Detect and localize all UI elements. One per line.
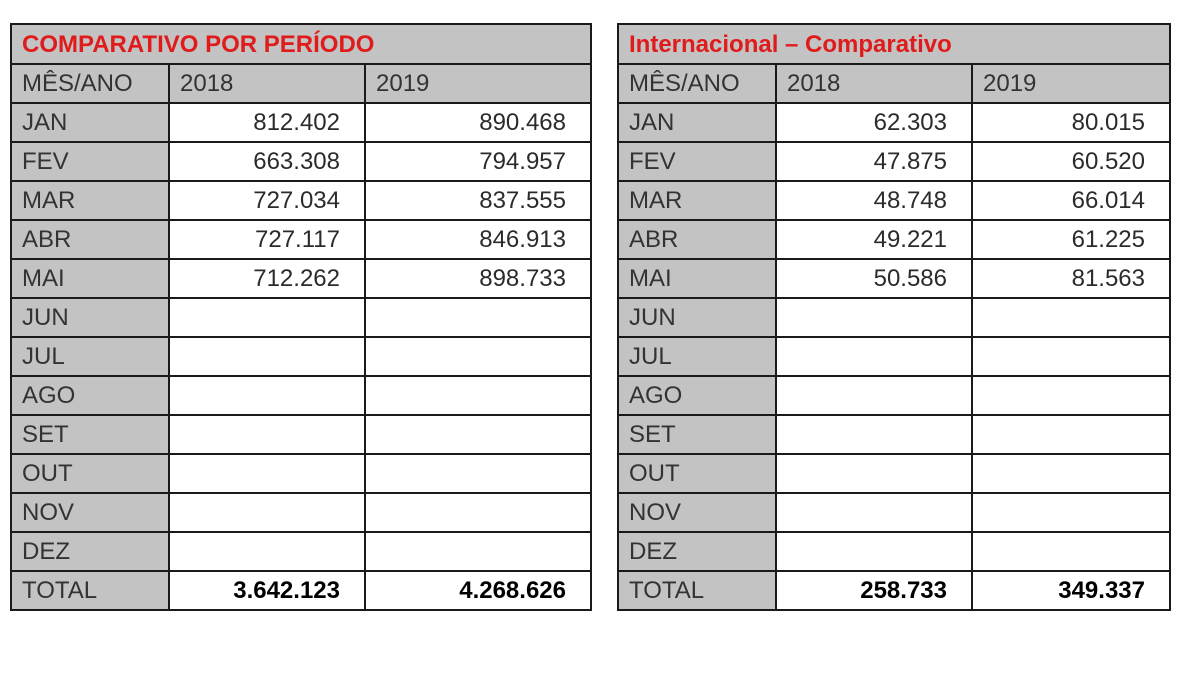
table-row xyxy=(11,181,591,220)
table-row xyxy=(11,259,591,298)
table-row xyxy=(618,415,1170,454)
month-cell: ABR xyxy=(11,220,169,259)
header-2018: 2018 xyxy=(169,64,365,103)
month-cell: JAN xyxy=(618,103,776,142)
value-2019-cell: 80.015 xyxy=(972,103,1170,142)
value-2018-cell xyxy=(776,415,972,454)
value-2018-cell xyxy=(776,454,972,493)
month-cell: NOV xyxy=(618,493,776,532)
header-2019: 2019 xyxy=(972,64,1170,103)
month-cell: JUL xyxy=(618,337,776,376)
table-row xyxy=(11,415,591,454)
value-2019-cell xyxy=(972,493,1170,532)
total-2019: 349.337 xyxy=(972,571,1170,610)
table-row xyxy=(618,259,1170,298)
value-2019-cell xyxy=(365,298,591,337)
value-2018-cell xyxy=(776,298,972,337)
value-2018-cell xyxy=(169,337,365,376)
value-2018-cell xyxy=(776,376,972,415)
month-cell: SET xyxy=(11,415,169,454)
month-cell: FEV xyxy=(11,142,169,181)
total-row xyxy=(618,571,1170,610)
value-2019-cell xyxy=(365,454,591,493)
value-2019-cell: 60.520 xyxy=(972,142,1170,181)
month-cell: DEZ xyxy=(11,532,169,571)
month-cell: JAN xyxy=(11,103,169,142)
table-row xyxy=(618,337,1170,376)
value-2018-cell: 62.303 xyxy=(776,103,972,142)
month-cell: MAR xyxy=(11,181,169,220)
value-2018-cell xyxy=(776,532,972,571)
table-row xyxy=(11,103,591,142)
value-2019-cell: 890.468 xyxy=(365,103,591,142)
value-2018-cell: 727.117 xyxy=(169,220,365,259)
month-cell: OUT xyxy=(11,454,169,493)
month-cell: JUL xyxy=(11,337,169,376)
value-2018-cell: 50.586 xyxy=(776,259,972,298)
table-row xyxy=(618,376,1170,415)
table-row xyxy=(11,532,591,571)
table-row xyxy=(11,220,591,259)
value-2019-cell: 66.014 xyxy=(972,181,1170,220)
value-2019-cell xyxy=(972,376,1170,415)
value-2019-cell xyxy=(972,298,1170,337)
month-cell: OUT xyxy=(618,454,776,493)
table-row xyxy=(11,493,591,532)
table-row xyxy=(618,298,1170,337)
value-2018-cell xyxy=(169,532,365,571)
total-2018: 3.642.123 xyxy=(169,571,365,610)
month-cell: MAR xyxy=(618,181,776,220)
month-cell: AGO xyxy=(618,376,776,415)
total-2018: 258.733 xyxy=(776,571,972,610)
value-2019-cell: 81.563 xyxy=(972,259,1170,298)
value-2018-cell xyxy=(776,337,972,376)
value-2018-cell: 727.034 xyxy=(169,181,365,220)
table-row xyxy=(618,103,1170,142)
total-row xyxy=(11,571,591,610)
value-2019-cell xyxy=(365,532,591,571)
table-row xyxy=(11,337,591,376)
month-cell: AGO xyxy=(11,376,169,415)
value-2018-cell: 712.262 xyxy=(169,259,365,298)
value-2018-cell xyxy=(169,376,365,415)
total-label: TOTAL xyxy=(11,571,169,610)
table-row xyxy=(11,454,591,493)
month-cell: JUN xyxy=(618,298,776,337)
value-2018-cell xyxy=(169,415,365,454)
table-row xyxy=(618,142,1170,181)
table-row xyxy=(11,376,591,415)
value-2019-cell xyxy=(365,376,591,415)
value-2019-cell xyxy=(972,532,1170,571)
header-month-year: MÊS/ANO xyxy=(11,64,169,103)
month-cell: ABR xyxy=(618,220,776,259)
value-2019-cell xyxy=(972,415,1170,454)
table-title: COMPARATIVO POR PERÍODO xyxy=(11,24,591,64)
header-2018: 2018 xyxy=(776,64,972,103)
month-cell: FEV xyxy=(618,142,776,181)
table-row xyxy=(11,298,591,337)
month-cell: JUN xyxy=(11,298,169,337)
value-2018-cell xyxy=(169,298,365,337)
value-2018-cell: 48.748 xyxy=(776,181,972,220)
header-2019: 2019 xyxy=(365,64,591,103)
value-2019-cell: 61.225 xyxy=(972,220,1170,259)
header-month-year: MÊS/ANO xyxy=(618,64,776,103)
total-label: TOTAL xyxy=(618,571,776,610)
internacional-comparativo-table xyxy=(617,23,1171,611)
table-row xyxy=(618,220,1170,259)
table-row xyxy=(11,142,591,181)
table-row xyxy=(618,454,1170,493)
value-2019-cell xyxy=(972,454,1170,493)
value-2019-cell: 837.555 xyxy=(365,181,591,220)
table-row xyxy=(618,181,1170,220)
month-cell: NOV xyxy=(11,493,169,532)
month-cell: MAI xyxy=(618,259,776,298)
comparativo-por-periodo-table xyxy=(10,23,592,611)
month-cell: SET xyxy=(618,415,776,454)
value-2019-cell xyxy=(972,337,1170,376)
value-2019-cell: 898.733 xyxy=(365,259,591,298)
value-2018-cell: 49.221 xyxy=(776,220,972,259)
value-2019-cell: 794.957 xyxy=(365,142,591,181)
value-2019-cell: 846.913 xyxy=(365,220,591,259)
table-row xyxy=(618,532,1170,571)
header-row xyxy=(11,64,591,103)
value-2018-cell: 47.875 xyxy=(776,142,972,181)
month-cell: MAI xyxy=(11,259,169,298)
value-2018-cell: 663.308 xyxy=(169,142,365,181)
value-2019-cell xyxy=(365,337,591,376)
value-2018-cell xyxy=(776,493,972,532)
value-2018-cell xyxy=(169,454,365,493)
month-cell: DEZ xyxy=(618,532,776,571)
table-title: Internacional – Comparativo xyxy=(618,24,1170,64)
header-row xyxy=(618,64,1170,103)
value-2019-cell xyxy=(365,493,591,532)
table-row xyxy=(618,493,1170,532)
total-2019: 4.268.626 xyxy=(365,571,591,610)
value-2018-cell: 812.402 xyxy=(169,103,365,142)
value-2019-cell xyxy=(365,415,591,454)
value-2018-cell xyxy=(169,493,365,532)
